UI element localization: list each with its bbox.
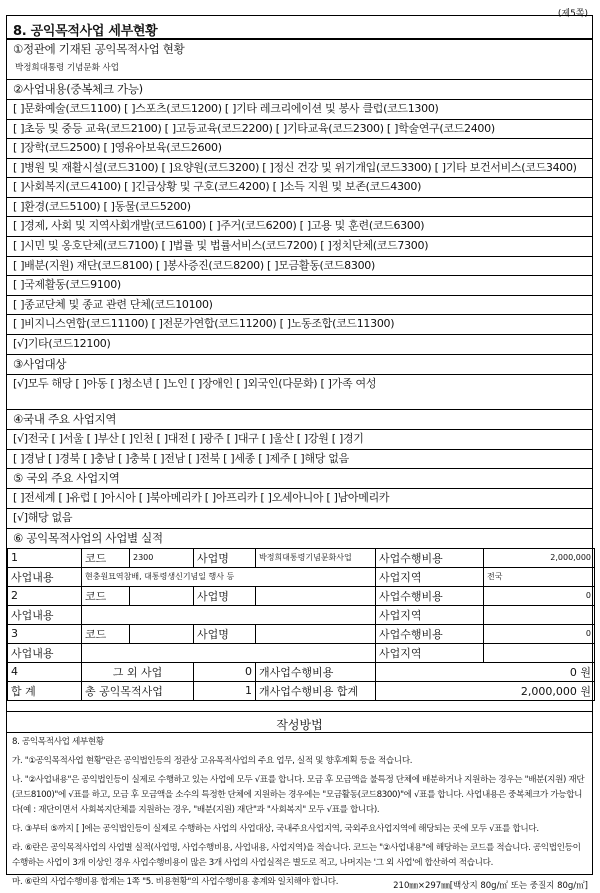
total-cost[interactable] (376, 681, 595, 700)
guide-paragraph: 나. "②사업내용"은 공익법인등이 실제로 수행하고 있는 사업에 모두 √표를 합니다. 모금 후 모금액을 불특정 단체에 배분하거나 지원하는 경우는 "배분(지원) 재단(코드8100)"에 √표를 하고, 모금 후 모금액을 소수의 특정한 단체에 지원하는 경우에는 "모금활동(코드8300)"에 √표를 합니다. 사업내용은 중복체크가 가능합니다(예 : 재단이면서 사회복지단체를 지원하는 경우, "배분(지원) 재단"과 "사회복지" 모두 √표를 합니다). (12, 774, 585, 815)
other-unit: 개 (259, 665, 270, 679)
performance-table (7, 548, 595, 701)
business-content-row[interactable]: [ ]경제, 사회 및 지역사회개발(코드6100) [ ]주거(코드6200) [ ]고용 및 훈련(코드6300) (7, 216, 592, 236)
region-label: 사업지역 (376, 605, 484, 624)
business-content-row[interactable]: [ ]환경(코드5100) [ ]동물(코드5200) (7, 197, 592, 217)
page-number: (제5쪽) (557, 9, 588, 19)
table-row (8, 662, 595, 681)
overseas-region-row[interactable]: [√]해당 없음 (7, 508, 592, 528)
business-content-row[interactable]: [ ]초등 및 중등 교육(코드2100) [ ]고등교육(코드2200) [ ]기타교육(코드2300) [ ]학술연구(코드2400) (7, 119, 592, 139)
section-4 (7, 409, 592, 468)
business-content-row[interactable]: [ ]시민 및 옹호단체(코드7100) [ ]법률 및 법률서비스(코드7200) [ ]정치단체(코드7300) (7, 236, 592, 256)
section-6-heading: ⑥ 공익목적사업의 사업별 실적 (13, 530, 163, 545)
business-name-value[interactable] (256, 586, 376, 605)
other-cost[interactable] (376, 662, 595, 681)
overseas-region-row[interactable]: [ ]전세계 [ ]유럽 [ ]아시아 [ ]북아메리카 [ ]아프리카 [ ]오세아니아 [ ]남아메리카 (7, 488, 592, 508)
total-label: 합 계 (8, 681, 82, 700)
table-row (8, 548, 595, 567)
content-value[interactable] (82, 605, 376, 624)
section-5-heading: ⑤ 국외 주요 사업지역 (13, 471, 120, 486)
business-name-value[interactable]: 박정희대통령기념문화사업 (256, 548, 376, 567)
total-won: 원 (580, 684, 591, 698)
business-content-row[interactable]: [ ]배분(지원) 재단(코드8100) [ ]봉사증진(코드8200) [ ]모금활동(코드8300) (7, 256, 592, 276)
section-5 (7, 468, 592, 527)
business-name-label: 사업명 (194, 624, 256, 643)
section-2-heading: ②사업내용(중복체크 가능) (13, 82, 143, 96)
guide-text (7, 733, 592, 893)
table-row (8, 624, 595, 643)
business-name-value[interactable] (256, 624, 376, 643)
table-row (8, 643, 595, 662)
total-cost-value: 2,000,000 (520, 684, 577, 698)
content-label: 사업내용 (8, 643, 82, 662)
code-value[interactable] (130, 586, 194, 605)
other-cost-label (256, 662, 376, 681)
guide-paragraph: 다. ③부터 ⑤까지 [ ]에는 공익법인등이 실제로 수행하는 사업의 사업대상, 국내주요사업지역, 국외주요사업지역에 해당되는 곳에 모두 √표를 합니다. (12, 823, 539, 834)
content-value[interactable]: 현충원묘역참배, 대통령생신기념일 행사 등 (82, 567, 376, 586)
content-label: 사업내용 (8, 567, 82, 586)
total-unit: 개 (259, 684, 270, 698)
business-content-row[interactable]: [√]기타(코드12100) (7, 334, 592, 354)
item-number: 1 (8, 548, 82, 567)
guide-paragraph: 가. "①공익목적사업 현황"란은 공익법인등의 정관상 고유목적사업의 주요 업무, 실적 및 향후계획 등을 적습니다. (12, 755, 413, 766)
section-1-content: 박정희대통령 기념문화 사업 (15, 63, 119, 73)
table-row (8, 605, 595, 624)
region-value[interactable] (484, 643, 595, 662)
cost-label: 사업수행비용 (376, 624, 484, 643)
region-label: 사업지역 (376, 643, 484, 662)
code-label: 코드 (82, 624, 130, 643)
other-cost-label-text: 사업수행비용 (269, 665, 334, 679)
table-row (8, 586, 595, 605)
item-number: 2 (8, 586, 82, 605)
code-value[interactable] (130, 624, 194, 643)
other-cost-value: 0 (569, 665, 577, 679)
guide-paragraph: 마. ⑥란의 사업수행비용 합계는 1쪽 "5. 비용현황"의 사업수행비용 총계와 일치해야 합니다. (12, 876, 339, 887)
section-1-heading: ①정관에 기재된 공익목적사업 현황 (13, 42, 185, 56)
other-label: 그 외 사업 (82, 662, 194, 681)
paper-spec: 210㎜×297㎜[백상지 80g/㎡ 또는 중질지 80g/㎡] (393, 881, 588, 891)
business-content-row[interactable]: [ ]병원 및 재활시설(코드3100) [ ]요양원(코드3200) [ ]정신 건강 및 위기개입(코드3300) [ ]기타 보건서비스(코드3400) (7, 158, 592, 177)
business-content-row[interactable]: [ ]장학(코드2500) [ ]영유아보육(코드2600) (7, 138, 592, 158)
section-1 (7, 40, 592, 79)
business-content-row[interactable]: [ ]문화예술(코드1100) [ ]스포츠(코드1200) [ ]기타 레크리에이션 및 봉사 클럽(코드1300) (7, 99, 592, 119)
business-content-row[interactable]: [ ]사회복지(코드4100) [ ]긴급상황 및 구호(코드4200) [ ]소득 지원 및 보존(코드4300) (7, 177, 592, 197)
target-row[interactable]: [√]모두 해당 [ ]아동 [ ]청소년 [ ]노인 [ ]장애인 [ ]외국인(다문화) [ ]가족 여성 (7, 374, 592, 394)
section-2 (7, 79, 592, 354)
code-value[interactable]: 2300 (130, 548, 194, 567)
business-content-row[interactable]: [ ]종교단체 및 종교 관련 단체(코드10100) (7, 295, 592, 315)
total-cost-label (256, 681, 376, 700)
cost-label: 사업수행비용 (376, 548, 484, 567)
table-row (8, 681, 595, 700)
business-content-row[interactable]: [ ]국제활동(코드9100) (7, 275, 592, 295)
section-3-heading: ③사업대상 (13, 356, 67, 371)
code-label: 코드 (82, 586, 130, 605)
business-name-label: 사업명 (194, 586, 256, 605)
total-count[interactable]: 1 (194, 681, 256, 700)
cost-value[interactable]: 2,000,000 (484, 548, 595, 567)
page-title: 8. 공익목적사업 세부현황 (7, 16, 592, 40)
guide-paragraph: 8. 공익목적사업 세부현황 (12, 736, 104, 747)
region-value[interactable]: 전국 (484, 567, 595, 586)
business-name-label: 사업명 (194, 548, 256, 567)
other-won: 원 (580, 665, 591, 679)
region-label: 사업지역 (376, 567, 484, 586)
section-4-heading: ④국내 주요 사업지역 (13, 412, 117, 427)
total-count-label: 총 공익목적사업 (82, 681, 194, 700)
other-count[interactable]: 0 (194, 662, 256, 681)
region-value[interactable] (484, 605, 595, 624)
table-row (8, 567, 595, 586)
business-content-row[interactable]: [ ]비지니스연합(코드11100) [ ]전문가연합(코드11200) [ ]노동조합(코드11300) (7, 314, 592, 334)
guide-title: 작성방법 (7, 711, 592, 733)
cost-label: 사업수행비용 (376, 586, 484, 605)
code-label: 코드 (82, 548, 130, 567)
section-6 (7, 528, 592, 701)
domestic-region-row[interactable]: [ ]경남 [ ]경북 [ ]충남 [ ]충북 [ ]전남 [ ]전북 [ ]세종 [ ]제주 [ ]해당 없음 (7, 449, 592, 469)
item-number: 3 (8, 624, 82, 643)
cost-value[interactable]: 0 (484, 586, 595, 605)
content-value[interactable] (82, 643, 376, 662)
total-cost-label-text: 사업수행비용 합계 (269, 684, 359, 698)
guide-paragraph: 라. ⑥란은 공익목적사업의 사업별 실적(사업명, 사업수행비용, 사업내용, 사업지역)을 적습니다. 코드는 "②사업내용"에 해당하는 코드를 적습니다. 공익법인등이 수행하는 사업이 3개 이상인 경우 사업수행비용이 많은 3개 사업의 사업실적은 별도로 적고, 나머지는 '그 외 사업'에 합산하여 적습니다. (12, 842, 581, 868)
item-number: 4 (8, 662, 82, 681)
content-label: 사업내용 (8, 605, 82, 624)
section-3 (7, 354, 592, 410)
cost-value[interactable]: 0 (484, 624, 595, 643)
domestic-region-row[interactable]: [√]전국 [ ]서울 [ ]부산 [ ]인천 [ ]대전 [ ]광주 [ ]대구 [ ]울산 [ ]강원 [ ]경기 (7, 429, 592, 449)
